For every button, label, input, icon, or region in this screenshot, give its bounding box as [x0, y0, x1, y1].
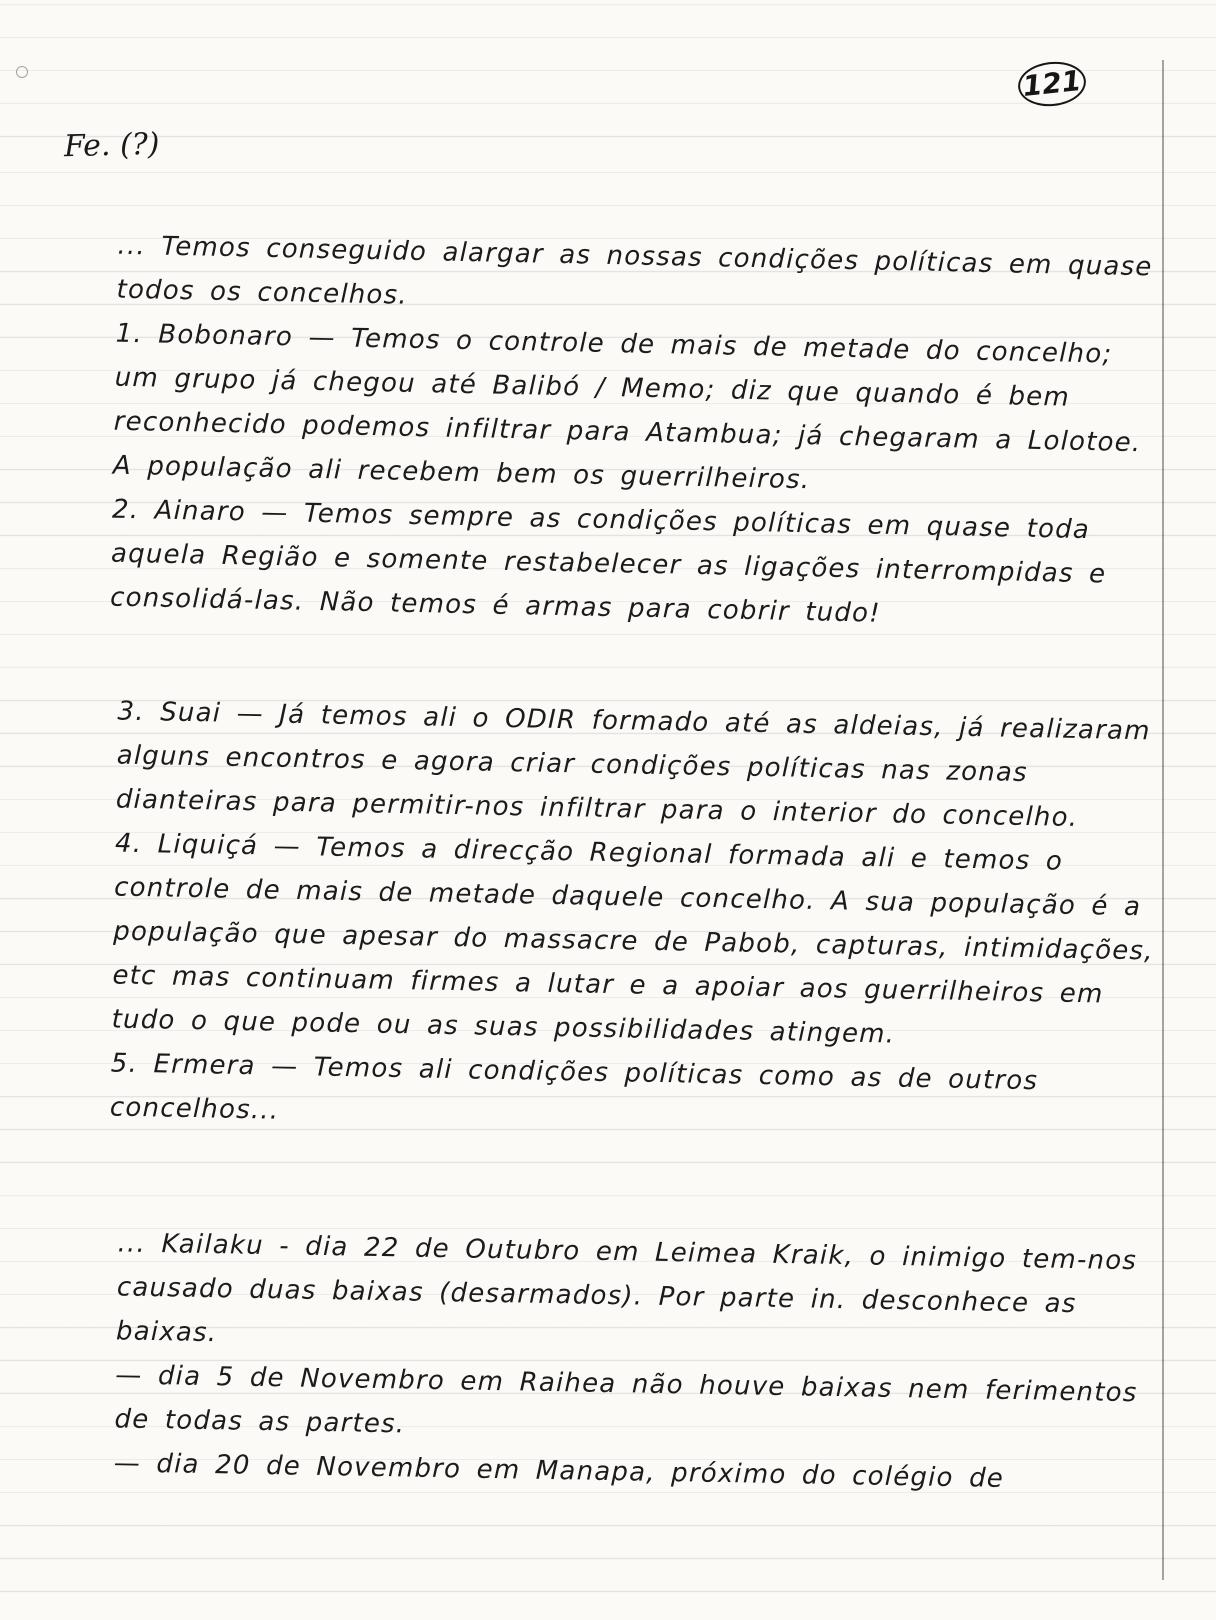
document-reference: Fe. (?) [63, 126, 160, 165]
intro-paragraph: ... Temos conseguido alargar as nossas condições políticas em quase todos os concelhos. [116, 230, 1153, 311]
item-suai: 3. Suai — Já temos ali o ODIR formado até as aldeias, já realizaram alguns encontros e agora criar condições políticas nas zonas dianteiras para permitir-nos infiltrar para o interior do concelho. [115, 696, 1151, 833]
handwritten-block-3 [33, 1220, 1162, 1504]
kailaku-paragraph: ... Kailaku - dia 22 de Outubro em Leimea Kraik, o inimigo tem-nos causado duas baixas (desarmados). Por parte in. desconhece as baixas. [115, 1228, 1138, 1349]
item-bobonaro: 1. Bobonaro — Temos o controle de mais de metade do concelho; um grupo já chegou até Balibó / Memo; diz que quando é bem reconhecido podemos infiltrar para Atambua; já chegaram a Lolotoe. A população ali recebem bem os guerrilheiros. [112, 318, 1142, 496]
handwritten-block-2 [30, 688, 1163, 1150]
item-ainaro: 2. Ainaro — Temos sempre as condições políticas em quase toda aquela Região e somente restabelecer as ligações interrompidas e consolidá-las. Não temos é armas para cobrir tudo! [109, 494, 1107, 629]
item-liquica: 4. Liquiçá — Temos a direcção Regional formada ali e temos o controle de mais de metade daquele concelho. A sua população é a população que apesar do massacre de Pabob, capturas, intimidações, etc mas continuam firmes a lutar e a apoiar aos guerrilheiros em tudo o que pode ou as suas possibilidades atingem. [111, 828, 1154, 1050]
handwritten-block-1 [30, 222, 1163, 641]
item-ermera: 5. Ermera — Temos ali condições políticas como as de outros concelhos... [109, 1048, 1039, 1126]
punch-hole-mark [16, 66, 28, 78]
page-edge-line [1162, 60, 1164, 1580]
page-number: 121 [1016, 59, 1088, 110]
nov5-paragraph: — dia 5 de Novembro em Raihea não houve baixas nem ferimentos de todas as partes. [114, 1360, 1138, 1440]
nov20-paragraph: — dia 20 de Novembro em Manapa, próximo do colégio de [113, 1448, 1005, 1494]
